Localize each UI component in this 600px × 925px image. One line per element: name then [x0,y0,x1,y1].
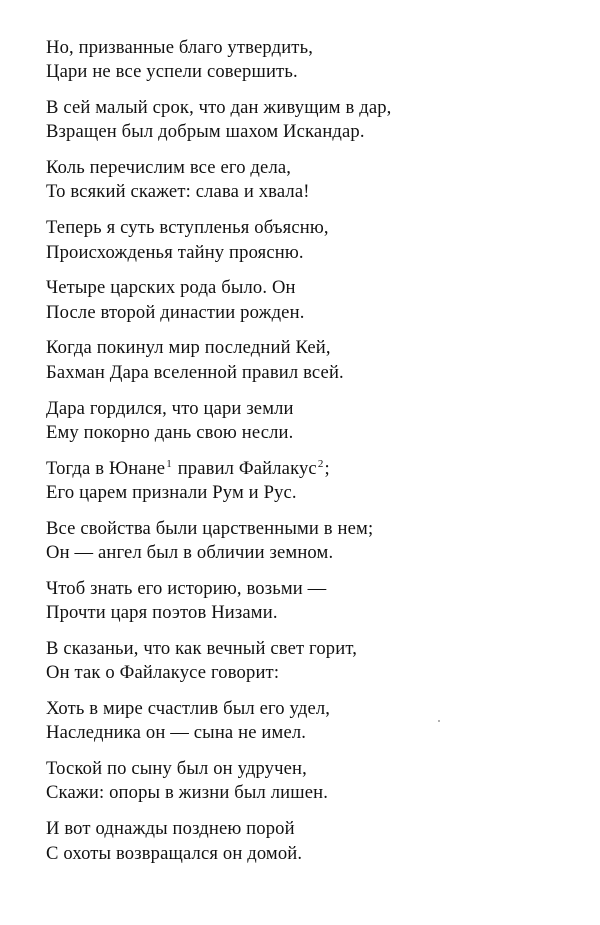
verse-fragment: ; [324,457,330,479]
verse-line: Чтоб знать его историю, возьми — [46,577,327,599]
verse-line: То всякий скажет: слава и хвала! [46,181,310,203]
verse-line: После второй династии рожден. [46,301,305,323]
verse-line: Он — ангел был в обличии земном. [46,542,334,564]
footnote-marker-2: 2 [317,457,324,470]
stanza-2 [46,96,566,145]
stanza-14 [46,817,566,866]
verse-fragment: правил Файлакус [177,457,317,479]
verse-line: Происхожденья тайну проясню. [46,241,304,263]
stanza-10 [46,577,566,626]
verse-line: Он так о Файлакусе говорит: [46,662,280,684]
verse-line: И вот однажды позднею порой [46,818,295,840]
verse-line: Взращен был добрым шахом Искандар. [46,121,365,143]
verse-line: Скажи: опоры в жизни был лишен. [46,782,329,804]
verse-line: С охоты возвращался он домой. [46,842,303,864]
verse-line: Коль перечислим все его дела, [46,157,292,179]
stanza-3 [46,156,566,205]
verse-line: Наследника он — сына не имел. [46,722,307,744]
verse-line: Теперь я суть вступленья объясню, [46,217,329,239]
verse-line: Цари не все успели совершить. [46,61,298,83]
stanza-11 [46,637,566,686]
verse-line: Когда покинул мир последний Кей, [46,337,331,359]
stanza-4 [46,216,566,265]
poem-text [46,36,566,877]
verse-line: Прочти царя поэтов Низами. [46,602,278,624]
verse-line: В сей малый срок, что дан живущим в дар, [46,97,392,119]
stanza-7 [46,397,566,446]
verse-line: Бахман Дара вселенной правил всей. [46,361,344,383]
verse-line: Его царем признали Рум и Рус. [46,481,297,503]
verse-line: Но, призванные благо утвердить, [46,37,313,58]
stanza-13 [46,757,566,806]
verse-line: Ему покорно дань свою несли. [46,421,294,443]
stanza-8 [46,457,566,506]
stanza-12 [46,697,566,746]
verse-line: Все свойства были царственными в нем; [46,517,374,539]
verse-fragment: Тогда в Юнане [46,457,166,479]
stanza-9 [46,517,566,566]
stanza-1 [46,36,566,85]
stanza-5 [46,276,566,325]
verse-line: Хоть в мире счастлив был его удел, [46,698,331,720]
verse-line: В сказаньи, что как вечный свет горит, [46,637,358,659]
verse-line-with-footnotes [46,457,566,481]
verse-line: Четыре царских рода было. Он [46,277,296,299]
verse-line: Дара гордился, что цари земли [46,397,294,419]
stanza-6 [46,336,566,385]
verse-line: Тоской по сыну был он удручен, [46,758,307,780]
footnote-marker-1: 1 [166,457,172,470]
print-speck [438,720,440,722]
